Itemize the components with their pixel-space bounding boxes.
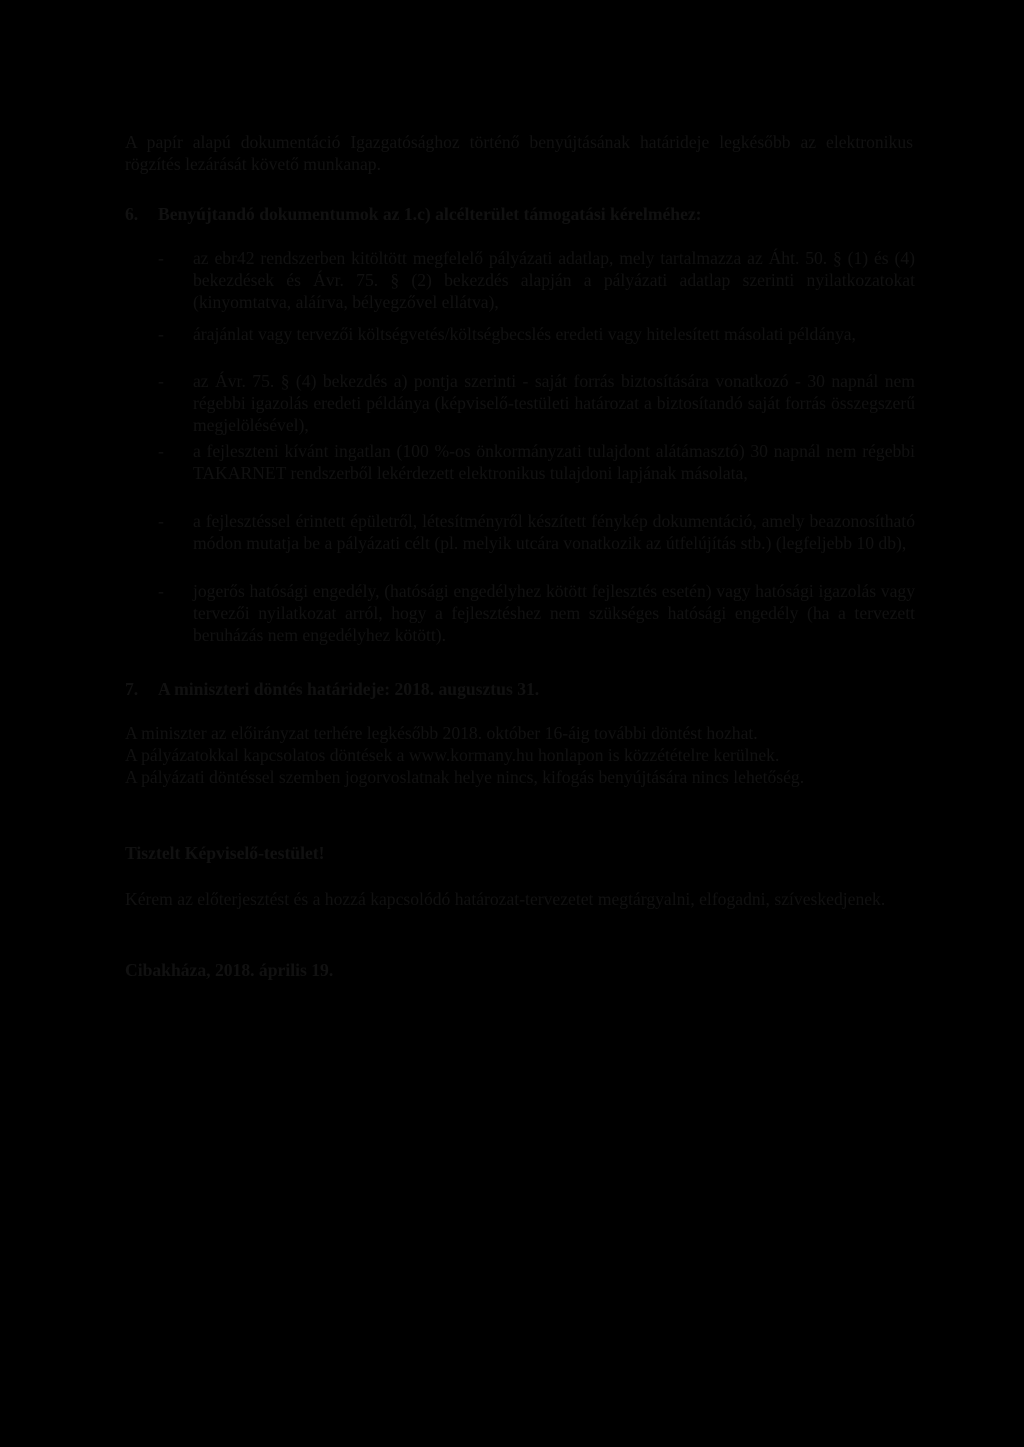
bullet-dash: - — [158, 371, 164, 391]
list-item-text: az ebr42 rendszerben kitöltött megfelelő pályázati adatlap, mely tartalmazza az Áht. 50. § (1) és (4) bekezdések és Ávr. 75. § (2) bekezdés alapján a pályázati adatlap szerinti nyilatkozatokat (kinyomtatva, aláírva, bélyegzővel ellátva), — [193, 248, 915, 312]
bullet-dash: - — [158, 248, 164, 268]
list-item — [158, 580, 915, 646]
bullet-dash: - — [158, 581, 164, 601]
bullet-dash: - — [158, 511, 164, 531]
signature-place-date: Cibakháza, 2018. április 19. — [125, 960, 334, 980]
list-item-text: jogerős hatósági engedély, (hatósági engedélyhez kötött fejlesztés esetén) vagy hatósági igazolás vagy tervezői nyilatkozat arról, hogy a fejlesztéshez nem szükséges hatósági engedély (ha a tervezett beruházás nem engedélyhez kötött). — [193, 581, 915, 645]
bullet-dash: - — [158, 441, 164, 461]
list-item — [158, 440, 915, 484]
section-7-body — [125, 722, 913, 788]
section-7-heading — [125, 678, 913, 700]
intro-paragraph: A papír alapú dokumentáció Igazgatósághoz történő benyújtásának határideje legkésőbb az elektronikus rögzítés lezárását követő munkanap. — [125, 132, 913, 174]
body-line: A miniszter az előirányzat terhére legkésőbb 2018. október 16-áig további döntést hozhat. — [125, 723, 758, 743]
section-title: A miniszteri döntés határideje: 2018. augusztus 31. — [158, 679, 540, 699]
list-item-text: árajánlat vagy tervezői költségvetés/költségbecslés eredeti vagy hitelesített másolati példánya, — [193, 324, 856, 344]
list-item-text: az Ávr. 75. § (4) bekezdés a) pontja szerinti - saját forrás biztosítására vonatkozó - 30 napnál nem régebbi igazolás eredeti példánya (képviselő-testületi határozat a biztosítandó saját forrás összegszerű megjelölésével), — [193, 371, 915, 435]
list-item — [158, 323, 915, 345]
list-item-text: a fejleszteni kívánt ingatlan (100 %-os önkormányzati tulajdont alátámasztó) 30 napnál nem régebbi TAKARNET rendszerből lekérdezett elektronikus tulajdoni lapjának másolata, — [193, 441, 915, 483]
request-paragraph: Kérem az előterjesztést és a hozzá kapcsolódó határozat-tervezetet megtárgyalni, elfogadni, szíveskedjenek. — [125, 889, 886, 909]
section-number: 7. — [125, 679, 139, 699]
section-number: 6. — [125, 204, 139, 224]
body-line: A pályázatokkal kapcsolatos döntések a www.kormany.hu honlapon is közzétételre kerülnek. — [125, 745, 780, 765]
list-item — [158, 370, 915, 436]
body-line: A pályázati döntéssel szemben jogorvoslatnak helye nincs, kifogás benyújtására nincs lehetőség. — [125, 767, 805, 787]
bullet-dash: - — [158, 324, 164, 344]
section-title: Benyújtandó dokumentumok az 1.c) alcélterület támogatási kérelméhez: — [158, 204, 702, 224]
list-item-text: a fejlesztéssel érintett épületről, létesítményről készített fénykép dokumentáció, amely beazonosítható módon mutatja be a pályázati célt (pl. melyik utcára vonatkozik az útfelújítás stb.) (legfeljebb 10 db), — [193, 511, 915, 553]
list-item — [158, 510, 915, 554]
list-item — [158, 247, 915, 313]
salutation: Tisztelt Képviselő-testület! — [125, 843, 325, 863]
section-6-heading — [125, 203, 913, 225]
